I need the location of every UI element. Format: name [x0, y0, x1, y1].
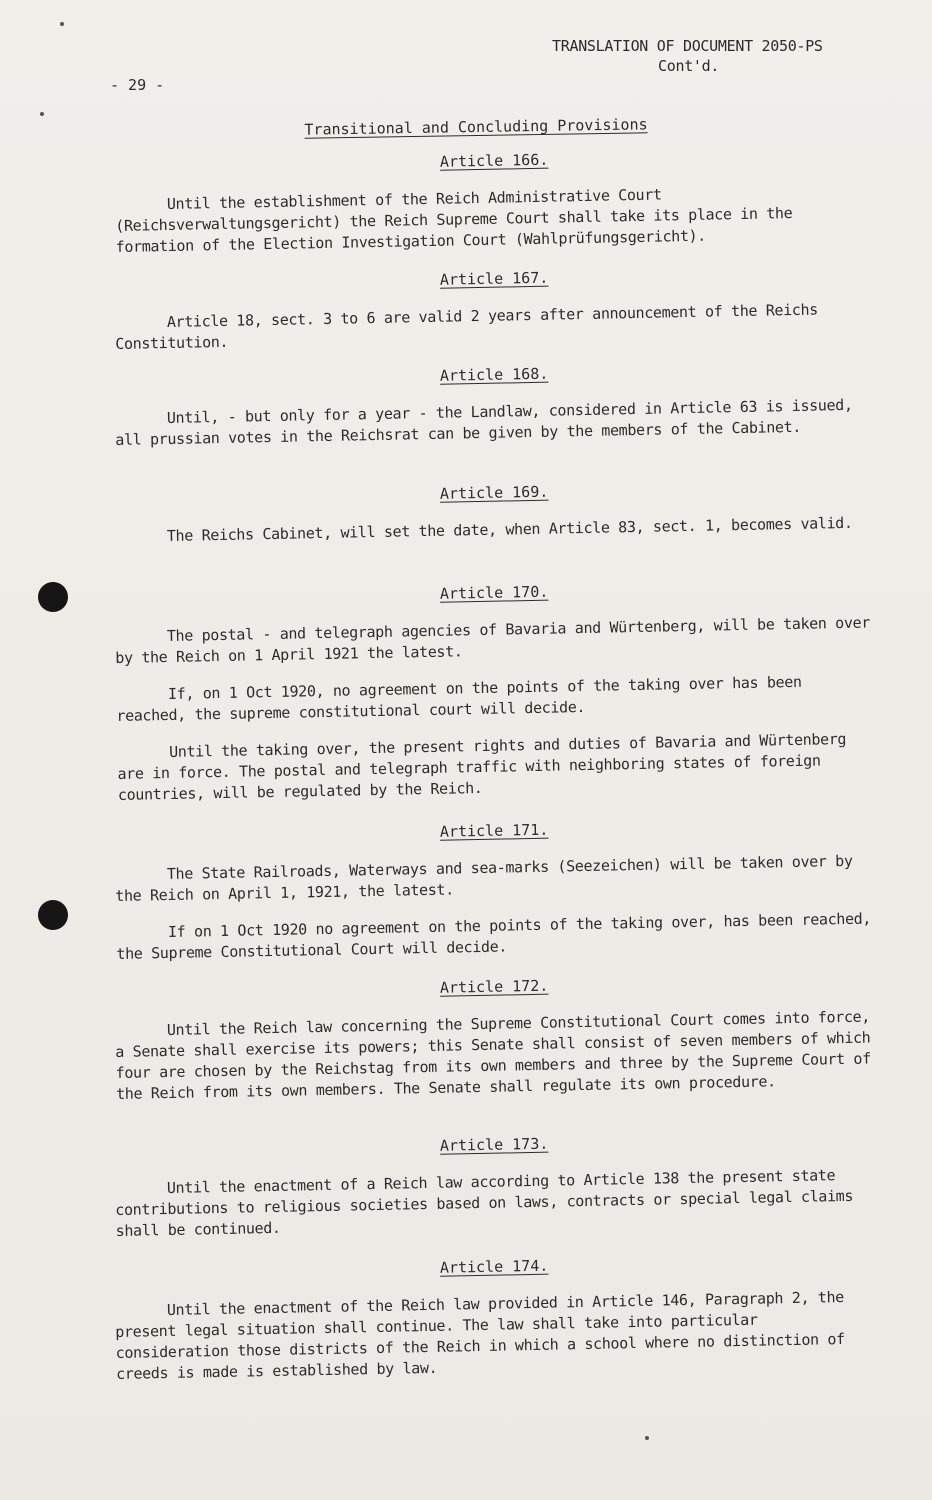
page-number: - 29 - — [110, 76, 165, 94]
article-heading: Article 171. — [439, 820, 549, 841]
article-paragraph: The Reichs Cabinet, will set the date, when Article 83, sect. 1, becomes valid. — [166, 513, 853, 545]
article-170 — [114, 575, 878, 822]
article-169 — [114, 475, 875, 564]
punch-hole — [38, 900, 68, 930]
article-paragraph: Article 18, sect. 3 to 6 are valid 2 years after announcement of the Reichs Constitution. — [115, 300, 819, 353]
article-173 — [114, 1127, 876, 1258]
article-paragraph: The State Railroads, Waterways and sea-marks (Seezeichen) will be taken over by the Reich on April 1, 1921, the latest. — [115, 851, 853, 905]
speck-mark — [40, 112, 44, 116]
article-heading: Article 168. — [439, 364, 549, 385]
article-167 — [114, 261, 876, 371]
article-heading: Article 174. — [439, 1256, 549, 1277]
article-heading: Article 166. — [439, 150, 549, 171]
article-168 — [114, 357, 876, 467]
punch-hole — [38, 582, 68, 612]
article-174 — [114, 1249, 876, 1401]
article-paragraph: Until the Reich law concerning the Supreme Constitutional Court comes into force, a Senate shall exercise its powers; this Senate shall consist of seven members of which four are chosen by the Reichstag from its own members and three by the Supreme Court of the Reich from its own members. The Senate shall regulate its own procedure. — [115, 1007, 871, 1103]
article-heading: Article 173. — [439, 1134, 549, 1155]
header-continued: Cont'd. — [658, 57, 720, 75]
article-172 — [114, 969, 876, 1121]
speck-mark — [645, 1436, 649, 1440]
article-166 — [114, 143, 876, 274]
article-paragraph: If, on 1 Oct 1920, no agreement on the points of the taking over has been reached, the supreme constitutional court will decide. — [116, 672, 802, 725]
article-paragraph: Until the establishment of the Reich Administrative Court (Reichsverwaltungsgericht) the Reich Supreme Court shall take its place in the formation of the Election Investigation Court (Wahlprüfungsgericht). — [115, 185, 793, 256]
speck-mark — [60, 22, 64, 26]
article-paragraph: If on 1 Oct 1920 no agreement on the points of the taking over, has been reached, the Supreme Constitutional Court will decide. — [116, 909, 872, 963]
article-paragraph: The postal - and telegraph agencies of Bavaria and Würtenberg, will be taken over by the Reich on 1 April 1921 the latest. — [115, 613, 871, 667]
article-heading: Article 172. — [439, 976, 549, 997]
article-paragraph: Until the enactment of the Reich law provided in Article 146, Paragraph 2, the present legal situation shall continue. The law shall take into particular consideration those districts of the Reich in which a school where no distinction of creeds is made is established by law. — [115, 1287, 845, 1383]
article-heading: Article 167. — [439, 268, 549, 289]
article-171 — [114, 813, 877, 981]
article-heading: Article 169. — [439, 482, 549, 503]
document-header — [552, 36, 872, 76]
header-title: TRANSLATION OF DOCUMENT 2050-PS — [552, 37, 823, 55]
article-paragraph: Until the enactment of a Reich law according to Article 138 the present state contributions to religious societies based on laws, contracts or special legal claims shall be continued. — [115, 1166, 854, 1240]
section-title — [0, 111, 932, 144]
article-heading: Article 170. — [439, 582, 549, 603]
article-paragraph: Until the taking over, the present rights and duties of Bavaria and Würtenberg are in force. The postal and telegraph traffic with neighboring states of foreign countries, will be regulated by the Reich. — [117, 729, 847, 804]
section-title-text: Transitional and Concluding Provisions — [304, 115, 648, 139]
article-paragraph: Until, - but only for a year - the Landlaw, considered in Article 63 is issued, all prussian votes in the Reichsrat can be given by the members of the Cabinet. — [115, 395, 853, 449]
